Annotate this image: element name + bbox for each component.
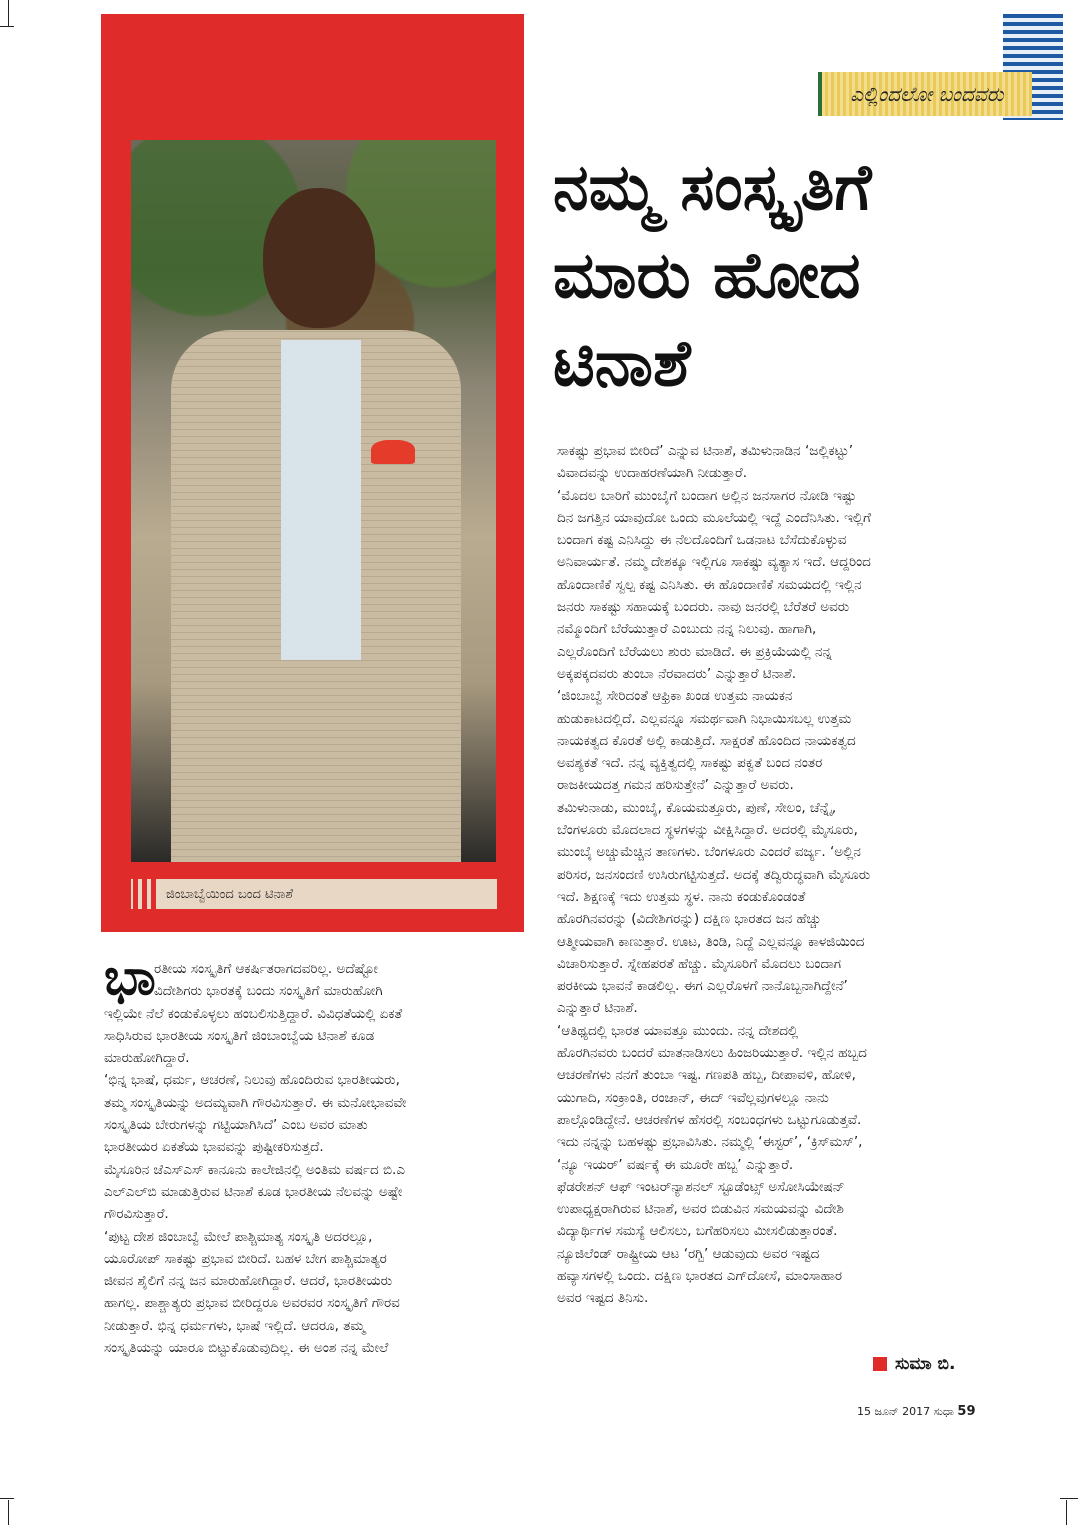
text-line: ಹುಡುಕಾಟದಲ್ಲಿದೆ. ಎಲ್ಲವನ್ನೂ ಸಮರ್ಥವಾಗಿ ನಿಭಾಯಿಸಬಲ್ಲ ಉತ್ತಮ — [557, 710, 852, 727]
text-line: ಬಂದಾಗ ಕಷ್ಟ ಎನಿಸಿದ್ದು ಈ ನೆಲದೊಂದಿಗೆ ಒಡನಾಟ ಬೆಸೆದುಕೊಳ್ಳುವ — [557, 532, 847, 549]
text-line: ಪರಿಸರ, ಜನಸಂದಣಿ ಉಸಿರುಗಟ್ಟಿಸುತ್ತದೆ. ಅದಕ್ಕೆ ತದ್ವಿರುದ್ಧವಾಗಿ ಮೈಸೂರು — [557, 866, 871, 883]
text-line: ವಿದೇಶಿಗರು ಭಾರತಕ್ಕೆ ಬಂದು ಸಂಸ್ಕೃತಿಗೆ ಮಾರುಹೋಗಿ — [154, 983, 383, 1000]
text-line: ಗೌರವಿಸುತ್ತಾರೆ. — [104, 1206, 169, 1223]
text-line: ಜೀವನ ಶೈಲಿಗೆ ನನ್ನ ಜನ ಮಾರುಹೋಗಿದ್ದಾರೆ. ಆದರೆ, ಭಾರತೀಯರು — [104, 1273, 393, 1290]
text-line: ಸಂಸ್ಕೃತಿಯನ್ನು ಯಾರೂ ಬಿಟ್ಟುಕೊಡುವುದಿಲ್ಲ. ಈ ಅಂಶ ನನ್ನ ಮೇಲೆ — [104, 1340, 389, 1357]
text-line: ಪರಕೀಯ ಭಾವನೆ ಕಾಡಲಿಲ್ಲ. ಈಗ ಎಲ್ಲರೊಳಗೆ ನಾನೊಬ್ಬನಾಗಿದ್ದೇನೆ’ — [557, 978, 848, 995]
title-line: ಟಿನಾಶೆ — [553, 327, 691, 401]
text-line: ಆಚರಣೆಗಳು ನನಗೆ ತುಂಬಾ ಇಷ್ಟ. ಗಣಪತಿ ಹಬ್ಬ, ದೀಪಾವಳಿ, ಹೋಳಿ, — [557, 1067, 856, 1084]
text-line: ಜನರು ಸಾಕಷ್ಟು ಸಹಾಯಕ್ಕೆ ಬಂದರು. ನಾವು ಜನರಲ್ಲಿ ಬೆರೆತರೆ ಅವರು — [557, 599, 850, 616]
author-name: ಸುಮಾ ಬಿ. — [895, 1354, 956, 1374]
folio-magazine: ಸುಧಾ — [933, 1405, 954, 1418]
body-column-left — [104, 958, 522, 1359]
photo-shirt — [281, 340, 361, 660]
text-line: ತಮ್ಮ ಸಂಸ್ಕೃತಿಯನ್ನು ಅದಮ್ಯವಾಗಿ ಗೌರವಿಸುತ್ತಾರೆ. ಈ ಮನೋಭಾವವೇ — [104, 1094, 407, 1111]
title-line: ನಮ್ಮ ಸಂಸ್ಕೃತಿಗೆ — [553, 151, 872, 225]
crop-mark-bottom-left-h — [0, 1498, 14, 1499]
text-line: ನ್ಯೂಜಿಲೆಂಡ್ ರಾಷ್ಟ್ರೀಯ ಆಟ ‘ರಗ್ಬಿ’ ಆಡುವುದು ಅವರ ಇಷ್ಟದ — [557, 1245, 820, 1262]
text-line: ‘ಭಿನ್ನ ಭಾಷೆ, ಧರ್ಮ, ಆಚರಣೆ, ನಿಲುವು ಹೊಂದಿರುವ ಭಾರತೀಯರು, — [104, 1072, 400, 1089]
text-line: ಇಲ್ಲಿಯೇ ನೆಲೆ ಕಂಡುಕೊಳ್ಳಲು ಹಂಬಲಿಸುತ್ತಿದ್ದಾರೆ. ವಿವಿಧತೆಯಲ್ಲಿ ಏಕತೆ — [104, 1005, 403, 1022]
text-line: ಭಾರತೀಯರ ಏಕತೆಯ ಭಾವವನ್ನು ಪುಷ್ಟೀಕರಿಸುತ್ತದೆ. — [104, 1139, 324, 1156]
text-line: ‘ನ್ಯೂ ಇಯರ್’ ವರ್ಷಕ್ಕೆ ಈ ಮೂರೇ ಹಬ್ಬ’ ಎನ್ನುತ್ತಾರೆ. — [557, 1156, 794, 1173]
caption-bars-icon — [133, 879, 156, 909]
text-line: ಸಾಕಷ್ಟು ಪ್ರಭಾವ ಬೀರಿದೆ’ ಎನ್ನುವ ಟಿನಾಶೆ, ತಮಿಳುನಾಡಿನ ‘ಜಲ್ಲಿಕಟ್ಟು’ — [557, 443, 853, 459]
text-line: ಹಾಗಲ್ಲ. ಪಾಶ್ಚಾತ್ಯರು ಪ್ರಭಾವ ಬೀರಿದ್ದರೂ ಅವರವರ ಸಂಸ್ಕೃತಿಗೆ ಗೌರವ — [104, 1295, 400, 1312]
text-line: ಅನಿವಾರ್ಯತೆ. ನಮ್ಮ ದೇಶಕ್ಕೂ ಇಲ್ಲಿಗೂ ಸಾಕಷ್ಟು ವ್ಯತ್ಯಾಸ ಇದೆ. ಆದ್ದರಿಂದ — [557, 554, 871, 571]
text-line: ಸಂಸ್ಕೃತಿಯ ಬೇರುಗಳನ್ನು ಗಟ್ಟಿಯಾಗಿಸಿದೆ’ ಎಂಬ ಅವರ ಮಾತು — [104, 1117, 368, 1134]
byline-square-icon — [873, 1357, 887, 1371]
text-line: ‘ಆತಿಥ್ಯದಲ್ಲಿ ಭಾರತ ಯಾವತ್ತೂ ಮುಂದು. ನನ್ನ ದೇಶದಲ್ಲಿ — [557, 1022, 799, 1039]
text-line: ಅವಶ್ಯಕತೆ ಇದೆ. ನನ್ನ ವ್ಯಕ್ತಿತ್ವದಲ್ಲಿ ಸಾಕಷ್ಟು ಪಕ್ವತೆ ಬಂದ ನಂತರ — [557, 755, 823, 772]
portrait-photo — [131, 140, 496, 862]
folio-date: 15 ಜೂನ್ 2017 — [857, 1405, 931, 1418]
text-line: ‘ಮೊದಲ ಬಾರಿಗೆ ಮುಂಬೈಗೆ ಬಂದಾಗ ಅಲ್ಲಿನ ಜನಸಾಗರ ನೋಡಿ ಇಷ್ಟು — [557, 487, 857, 504]
text-line: ಮುಂಬೈ ಅಚ್ಚುಮೆಚ್ಚಿನ ತಾಣಗಳು. ಬೆಂಗಳೂರು ಎಂದರೆ ವರ್ಜ್ಯ. ‘ಅಲ್ಲಿನ — [557, 844, 861, 861]
text-line: ತಮಿಳುನಾಡು, ಮುಂಬೈ, ಕೊಯಮತ್ತೂರು, ಪುಣೆ, ಸೇಲಂ, ಚೆನ್ನೈ, — [557, 799, 837, 816]
text-line: ಹವ್ಯಾಸಗಳಲ್ಲಿ ಒಂದು. ದಕ್ಷಿಣ ಭಾರತದ ಎಗ್‌ದೋಸೆ, ಮಾಂಸಾಹಾರ — [557, 1267, 843, 1284]
text-line: ನಾಯಕತ್ವದ ಕೊರತೆ ಅಲ್ಲಿ ಕಾಡುತ್ತಿದೆ. ಸಾಕ್ಷರತೆ ಹೊಂದಿದ ನಾಯಕತ್ವದ — [557, 732, 856, 749]
photo-head — [263, 188, 375, 328]
text-line: ಎಲ್ಲರೊಂದಿಗೆ ಬೆರೆಯಲು ಶುರು ಮಾಡಿದೆ. ಈ ಪ್ರಕ್ರಿಯೆಯಲ್ಲಿ ನನ್ನ — [557, 643, 832, 660]
text-line: ಉಪಾಧ್ಯಕ್ಷರಾಗಿರುವ ಟಿನಾಶೆ, ಅವರ ಬಿಡುವಿನ ಸಮಯವನ್ನು ವಿದೇಶಿ — [557, 1201, 844, 1218]
text-line: ‘ಜಿಂಬಾಬ್ವೆ ಸೇರಿದಂತೆ ಆಫ್ರಿಕಾ ಖಂಡ ಉತ್ತಮ ನಾಯಕನ — [557, 688, 793, 705]
text-line: ಯುಗಾದಿ, ಸಂಕ್ರಾಂತಿ, ರಂಜಾನ್, ಈದ್ ಇವೆಲ್ಲವುಗಳಲ್ಲೂ ನಾನು — [557, 1089, 829, 1106]
section-tag: ಎಲ್ಲಿಂದಲೋ ಬಂದವರು — [818, 72, 1032, 116]
drop-cap: ಭಾ — [104, 948, 156, 1006]
text-line: ಅಕ್ಕಪಕ್ಕದವರು ತುಂಬಾ ನೆರವಾದರು’ ಎನ್ನುತ್ತಾರೆ ಟಿನಾಶೆ. — [557, 665, 797, 682]
text-line: ರಾಜಕೀಯದತ್ತ ಗಮನ ಹರಿಸುತ್ತೇನೆ’ ಎನ್ನುತ್ತಾರೆ ಅವರು. — [557, 777, 794, 794]
text-line: ನೀಡುತ್ತಾರೆ. ಭಿನ್ನ ಧರ್ಮಗಳು, ಭಾಷೆ ಇಲ್ಲಿದೆ. ಆದರೂ, ತಮ್ಮ — [104, 1317, 365, 1334]
title-line: ಮಾರು ಹೋದ — [553, 239, 861, 313]
text-line: ದಿನ ಜಗತ್ತಿನ ಯಾವುದೋ ಒಂದು ಮೂಲೆಯಲ್ಲಿ ಇದ್ದೆ ಎಂದೆನಿಸಿತು. ಇಲ್ಲಿಗೆ — [557, 509, 871, 526]
folio-page-number: 59 — [957, 1404, 976, 1419]
text-line: ಹೊಂದಾಣಿಕೆ ಸ್ವಲ್ಪ ಕಷ್ಟ ಎನಿಸಿತು. ಈ ಹೊಂದಾಣಿಕೆ ಸಮಯದಲ್ಲಿ ಇಲ್ಲಿನ — [557, 576, 862, 593]
text-line: ವಿದ್ಯಾರ್ಥಿಗಳ ಸಮಸ್ಯೆ ಆಲಿಸಲು, ಬಗೆಹರಿಸಲು ಮೀಸಲಿಡುತ್ತಾರಂತೆ. — [557, 1223, 838, 1240]
text-line: ಪಾಲ್ಗೊಂಡಿದ್ದೇನೆ. ಆಚರಣೆಗಳ ಹೆಸರಲ್ಲಿ ಸಂಬಂಧಗಳು ಒಟ್ಟುಗೂಡುತ್ತವೆ. — [557, 1111, 862, 1128]
text-line: ರತೀಯ ಸಂಸ್ಕೃತಿಗೆ ಆಕರ್ಷಿತರಾಗದವರಿಲ್ಲ. ಅದೆಷ್ಟೋ — [154, 961, 378, 977]
text-line: ಸಾಧಿಸಿರುವ ಭಾರತೀಯ ಸಂಸ್ಕೃತಿಗೆ ಜಿಂಬಾಂಬ್ವೆಯ ಟಿನಾಶೆ ಕೂಡ — [104, 1027, 375, 1044]
text-line: ನಮ್ಮೊಂದಿಗೆ ಬೆರೆಯುತ್ತಾರೆ ಎಂಬುದು ನನ್ನ ನಿಲುವು. ಹಾಗಾಗಿ, — [557, 621, 817, 638]
text-line: ವಿವಾದವನ್ನು ಉದಾಹರಣೆಯಾಗಿ ನೀಡುತ್ತಾರೆ. — [557, 465, 747, 482]
body-column-right — [557, 440, 977, 1310]
text-line: ಆತ್ಮೀಯವಾಗಿ ಕಾಣುತ್ತಾರೆ. ಊಟ, ತಿಂಡಿ, ನಿದ್ದೆ ಎಲ್ಲವನ್ನೂ ಕಾಳಜಿಯಿಂದ — [557, 933, 865, 950]
article-title — [553, 144, 1003, 408]
text-line: ಮೈಸೂರಿನ ಜೆಎಸ್‌ಎಸ್ ಕಾನೂನು ಕಾಲೇಜಿನಲ್ಲಿ ಅಂತಿಮ ವರ್ಷದ ಬಿ.ಎ — [104, 1161, 405, 1178]
text-line: ಎನ್ನುತ್ತಾರೆ ಟಿನಾಶೆ. — [557, 1000, 638, 1017]
crop-mark-bottom-right-h — [1060, 1498, 1078, 1499]
text-line: ಇದೆ. ಶಿಕ್ಷಣಕ್ಕೆ ಇದು ಉತ್ತಮ ಸ್ಥಳ. ನಾನು ಕಂಡುಕೊಂಡಂತೆ — [557, 888, 806, 905]
text-line: ಯೂರೋಪ್ ಸಾಕಷ್ಟು ಪ್ರಭಾವ ಬೀರಿದೆ. ಬಹಳ ಬೇಗ ಪಾಶ್ಚಿಮಾತ್ಯರ — [104, 1250, 387, 1267]
text-line: ಹೊರಗಿನವರು ಬಂದರೆ ಮಾತನಾಡಿಸಲು ಹಿಂಜರಿಯುತ್ತಾರೆ. ಇಲ್ಲಿನ ಹಬ್ಬದ — [557, 1045, 867, 1062]
photo-caption — [131, 879, 497, 909]
text-line: ಬೆಂಗಳೂರು ಮೊದಲಾದ ಸ್ಥಳಗಳನ್ನು ವೀಕ್ಷಿಸಿದ್ದಾರೆ. ಅದರಲ್ಲಿ ಮೈಸೂರು, — [557, 822, 858, 839]
author-byline — [873, 1354, 955, 1374]
photo-pocket-square — [371, 440, 415, 464]
text-line: ಎಲ್‌ಎಲ್‌ಬಿ ಮಾಡುತ್ತಿರುವ ಟಿನಾಶೆ ಕೂಡ ಭಾರತೀಯ ನೆಲವನ್ನು ಅಷ್ಟೇ — [104, 1183, 403, 1200]
crop-mark-bottom-right — [1066, 1500, 1067, 1525]
text-line: ಹೊರಗಿನವರನ್ನು (ವಿದೇಶಿಗರನ್ನು) ದಕ್ಷಿಣ ಭಾರತದ ಜನ ಹೆಚ್ಚು — [557, 911, 822, 928]
text-line: ಅವರ ಇಷ್ಟದ ತಿನಿಸು. — [557, 1290, 649, 1307]
text-line: ಇದು ನನ್ನನ್ನು ಬಹಳಷ್ಟು ಪ್ರಭಾವಿಸಿತು. ನಮ್ಮಲ್ಲಿ ‘ಈಸ್ಟರ್’, ‘ಕ್ರಿಸ್‌ಮಸ್’, — [557, 1134, 863, 1151]
page-folio — [857, 1404, 976, 1419]
text-line: ಫೆಡರೇಶನ್ ಆಫ್ ಇಂಟರ್‌ನ್ಯಾಶನಲ್ ಸ್ಟೂಡೆಂಟ್ಸ್ ಅಸೋಸಿಯೇಷನ್ — [557, 1178, 845, 1195]
photo-caption-text: ಜಿಂಬಾಬ್ವೆಯಿಂದ ಬಂದ ಟಿನಾಶೆ — [166, 886, 293, 902]
crop-mark-bottom-left — [8, 1500, 9, 1525]
text-line: ‘ಪುಟ್ಟ ದೇಶ ಜಿಂಬಾಬ್ವೆ ಮೇಲೆ ಪಾಶ್ಚಿಮಾತ್ಯ ಸಂಸ್ಕೃತಿ ಅದರಲ್ಲೂ, — [104, 1228, 373, 1245]
text-line: ಮಾರುಹೋಗಿದ್ದಾರೆ. — [104, 1050, 190, 1067]
crop-mark-top-left-h — [0, 26, 14, 27]
crop-mark-top-left — [8, 0, 9, 26]
text-line: ವಿಚಾರಿಸುತ್ತಾರೆ. ಸ್ನೇಹಪರತೆ ಹೆಚ್ಚು. ಮೈಸೂರಿಗೆ ಮೊದಲು ಬಂದಾಗ — [557, 955, 842, 972]
